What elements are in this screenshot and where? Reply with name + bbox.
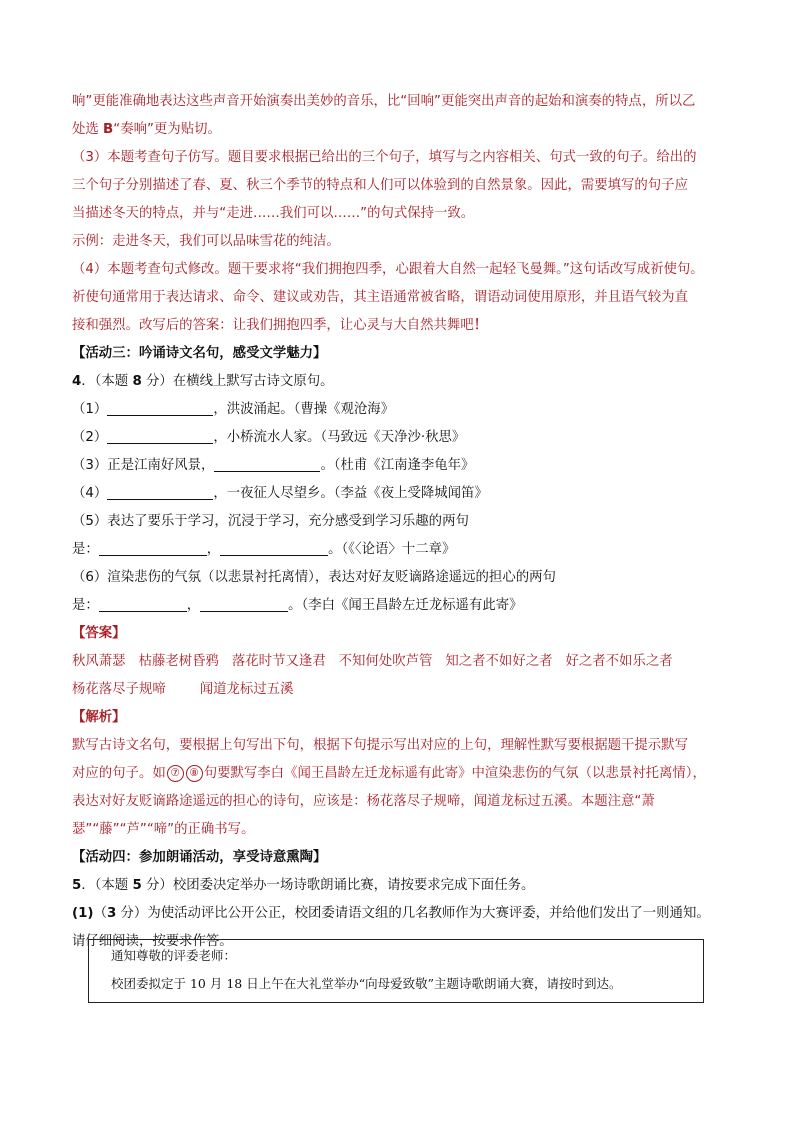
notice-greeting: 通知尊敬的评委老师： <box>111 948 237 963</box>
answer-item: 知之者不如好之者 <box>445 654 553 669</box>
answer-blank[interactable] <box>99 597 187 612</box>
analysis-line: 当描述冬天的特点，并与“走进……我们可以……”的句式保持一致。 <box>72 206 475 221</box>
analysis-line: 瑟”“藤”“芦”“啼”的正确书写。 <box>72 822 255 837</box>
answer-blank[interactable] <box>200 597 288 612</box>
answer-blank[interactable] <box>99 541 207 556</box>
section-heading: 【活动三：吟诵诗文名句，感受文学魅力】 <box>72 346 327 361</box>
answer-item: 枯藤老树昏鸦 <box>138 654 219 669</box>
circled-number: ⑧ <box>186 765 203 782</box>
answer-blank[interactable] <box>220 541 328 556</box>
example-answer: 示例：走进冬天，我们可以品味雪花的纯洁。 <box>72 234 340 249</box>
answer-item: 不知何处吹芦管 <box>338 654 433 669</box>
fill-blank-item: （6）渲染悲伤的气氛（以悲景衬托离情），表达对好友贬谪路途遥远的担心的两句 <box>72 570 556 585</box>
notice-body: 校团委拟定于 10 月 18 日上午在大礼堂举办“向母爱致敬”主题诗歌朗诵大赛，请按时到达。 <box>111 976 622 991</box>
section-heading: 【活动四：参加朗诵活动，享受诗意熏陶】 <box>72 850 327 865</box>
question-stem: (1)（3 分）为使活动评比公开公正，校团委请语文组的几名教师作为大赛评委，并给他们发出了一则通知。 <box>72 906 710 921</box>
answer-line <box>72 648 724 676</box>
answer-item: 好之者不如乐之者 <box>565 654 673 669</box>
fill-blank-item: 是： ， 。（《〈论语〉十二章》 <box>72 542 456 557</box>
fill-blank-item: 是： ， 。（李白《闻王昌龄左迁龙标遥有此寄》 <box>72 598 523 613</box>
document-page <box>72 88 724 956</box>
answer-blank[interactable] <box>107 485 213 500</box>
analysis-line: 默写古诗文名句，要根据上句写出下句，根据下句提示写出对应的上句，理解性默写要根据题干提示默写 <box>72 738 688 753</box>
answer-item: 杨花落尽子规啼 <box>72 682 166 697</box>
analysis-line: 三个句子分别描述了春、夏、秋三个季节的特点和人们可以体验到的自然景象。因此，需要填写的句子应 <box>72 178 688 193</box>
question-stem: 4．（本题 8 分）在横线上默写古诗文原句。 <box>72 374 334 389</box>
answer-blank[interactable] <box>214 457 320 472</box>
analysis-line: 对应的句子。如 ⑦ ⑧ 句要默写李白《闻王昌龄左迁龙标遥有此寄》中渲染悲伤的气氛（以悲景衬托离情）， <box>72 766 706 781</box>
analysis-heading: 【解析】 <box>72 710 126 725</box>
fill-blank-item: （1） ，洪波涌起。（曹操《观沧海》 <box>72 402 395 417</box>
fill-blank-item: （3）正是江南好风景， 。（杜甫《江南逢李龟年》 <box>72 458 475 473</box>
answer-blank[interactable] <box>107 429 213 444</box>
analysis-line: 响”更能准确地表达这些声音开始演奏出美妙的音乐，比“回响”更能突出声音的起始和演奏的特点，所以乙 <box>72 94 696 109</box>
analysis-line: （4）本题考查句式修改。题干要求将“我们拥抱四季，心跟着大自然一起轻飞曼舞。”这句话改写成祈使句。 <box>72 262 704 277</box>
analysis-line: 处选 B“奏响”更为贴切。 <box>72 122 221 137</box>
notice-box <box>88 939 704 1003</box>
answer-item: 闻道龙标过五溪 <box>199 682 294 697</box>
circled-number: ⑦ <box>167 765 184 782</box>
answer-line <box>72 676 724 704</box>
question-stem: 5．（本题 5 分）校团委决定举办一场诗歌朗诵比赛，请按要求完成下面任务。 <box>72 878 535 893</box>
answer-blank[interactable] <box>107 401 213 416</box>
fill-blank-item: （5）表达了要乐于学习，沉浸于学习，充分感受到学习乐趣的两句 <box>72 514 469 529</box>
question-stem: 请仔细阅读，按要求作答。 <box>72 934 233 949</box>
answer-item: 落花时节又逢君 <box>231 654 326 669</box>
fill-blank-item: （2） ，小桥流水人家。（马致远《天净沙·秋思》 <box>72 430 466 445</box>
analysis-line: （3）本题考查句子仿写。题目要求根据已给出的三个句子，填写与之内容相关、句式一致的句子。给出的 <box>72 150 697 165</box>
analysis-line: 表达对好友贬谪路途遥远的担心的诗句，应该是：杨花落尽子规啼，闻道龙标过五溪。本题注意“萧 <box>72 794 655 809</box>
analysis-line: 祈使句通常用于表达请求、命令、建议或劝告，其主语通常被省略，谓语动词使用原形，并且语气较为直 <box>72 290 688 305</box>
fill-blank-item: （4） ，一夜征人尽望乡。（李益《夜上受降城闻笛》 <box>72 486 488 501</box>
analysis-line: 接和强烈。改写后的答案：让我们拥抱四季，让心灵与大自然共舞吧！ <box>72 318 488 333</box>
answer-item: 秋风萧瑟 <box>72 654 126 669</box>
answer-heading: 【答案】 <box>72 626 126 641</box>
